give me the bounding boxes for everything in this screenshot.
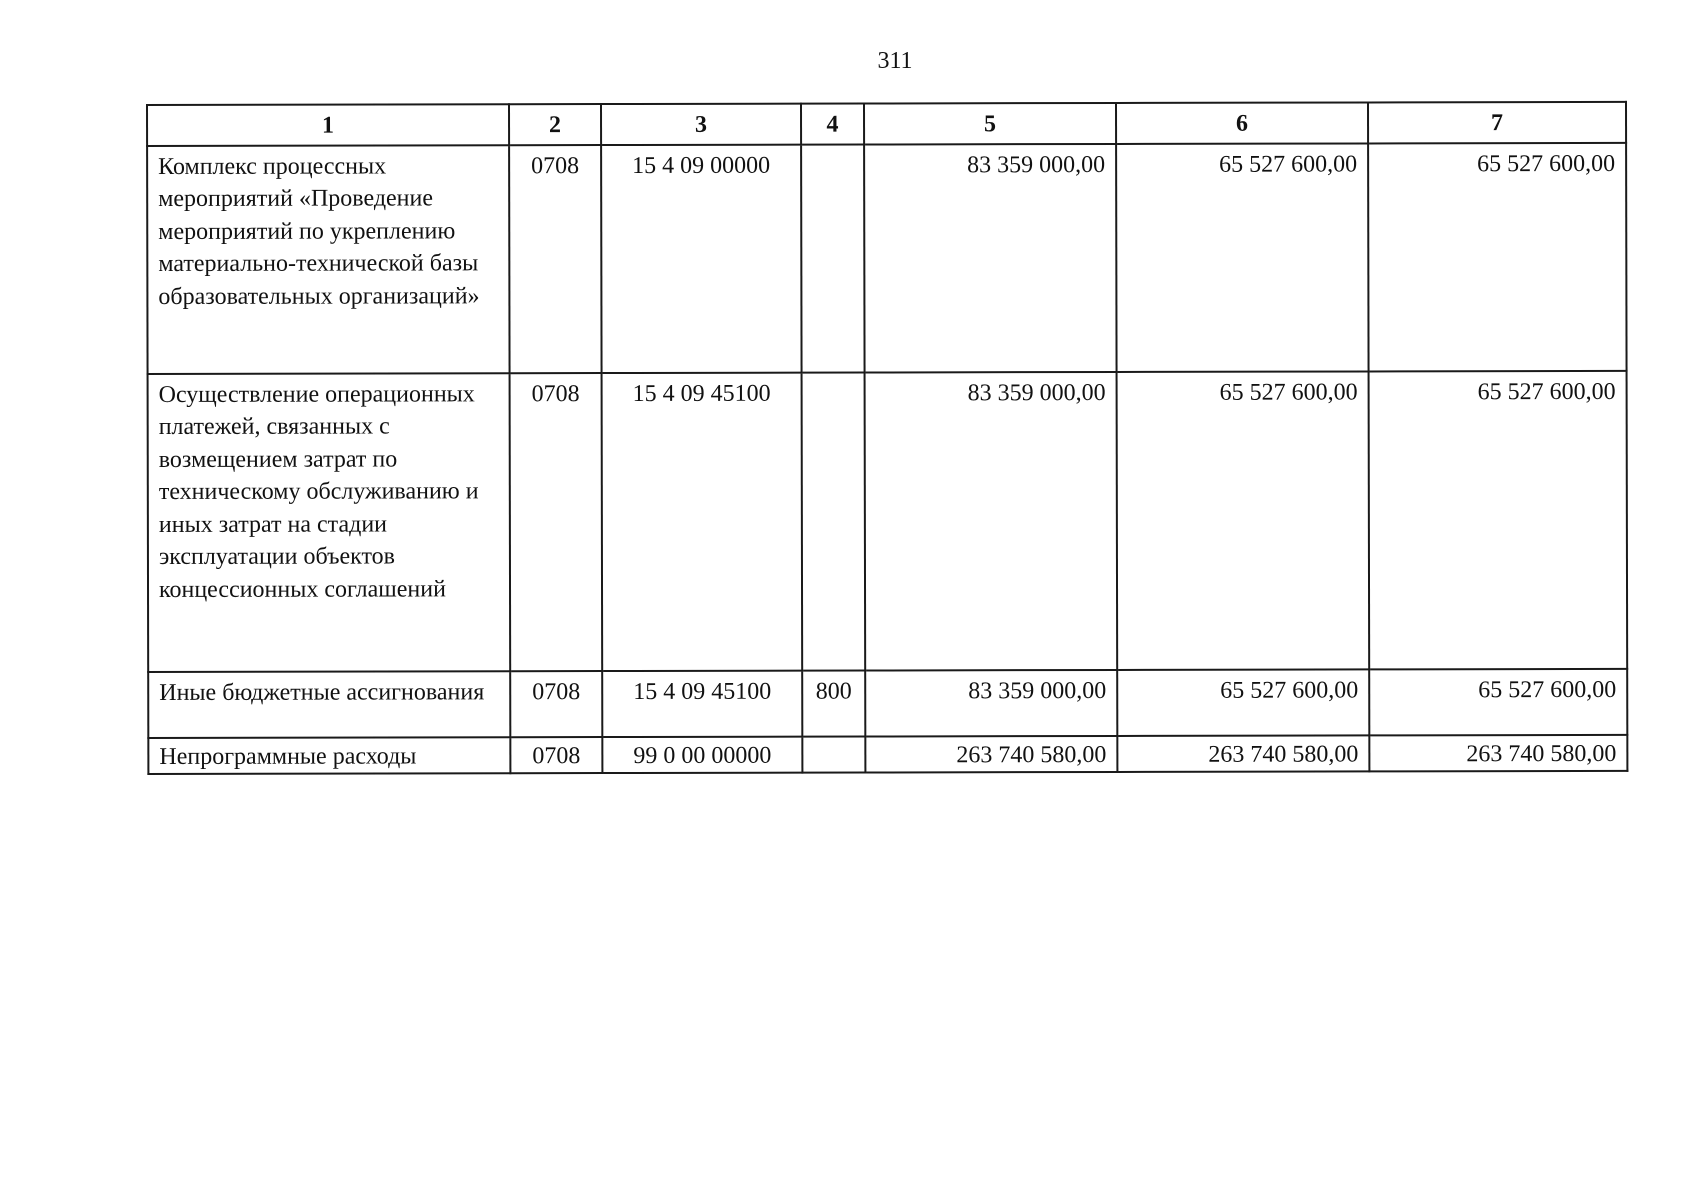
row-amount-2: 65 527 600,00	[1116, 143, 1368, 372]
table-row	[148, 668, 1627, 737]
row-target-article: 99 0 00 00000	[602, 736, 802, 773]
row-amount-3: 65 527 600,00	[1369, 668, 1627, 735]
row-expense-type: 800	[802, 670, 865, 736]
page-number: 311	[877, 48, 913, 74]
header-cell-5: 5	[864, 103, 1116, 144]
table-row	[148, 734, 1627, 774]
table-row	[148, 370, 1628, 671]
row-name: Непрограммные расходы	[148, 737, 510, 774]
row-section-code: 0708	[510, 737, 602, 774]
row-amount-3: 263 740 580,00	[1369, 734, 1627, 771]
row-amount-2: 65 527 600,00	[1117, 669, 1369, 736]
row-section-code: 0708	[510, 671, 602, 737]
header-cell-1: 1	[147, 104, 509, 145]
header-cell-6: 6	[1116, 102, 1368, 143]
row-name: Комплекс процессных мероприятий «Проведение мероприятий по укреплению материально-технической базы образовательных организаций»	[147, 145, 509, 374]
row-amount-1: 263 740 580,00	[865, 735, 1117, 772]
header-cell-7: 7	[1368, 102, 1626, 143]
row-target-article: 15 4 09 45100	[602, 670, 802, 736]
row-name: Иные бюджетные ассигнования	[148, 671, 510, 738]
budget-table	[146, 101, 1628, 775]
row-amount-3: 65 527 600,00	[1369, 370, 1628, 669]
header-cell-4: 4	[801, 103, 864, 144]
row-target-article: 15 4 09 45100	[602, 372, 803, 670]
row-target-article: 15 4 09 00000	[601, 144, 801, 372]
header-cell-2: 2	[509, 104, 601, 145]
row-section-code: 0708	[510, 373, 603, 671]
header-cell-3: 3	[601, 104, 801, 145]
row-expense-type	[801, 144, 864, 372]
row-amount-1: 83 359 000,00	[865, 371, 1118, 670]
row-amount-2: 263 740 580,00	[1117, 735, 1369, 772]
row-amount-2: 65 527 600,00	[1117, 371, 1370, 670]
table-row	[147, 142, 1626, 373]
row-section-code: 0708	[509, 145, 601, 373]
row-amount-1: 83 359 000,00	[865, 669, 1117, 736]
row-amount-3: 65 527 600,00	[1368, 142, 1626, 371]
row-amount-1: 83 359 000,00	[864, 143, 1116, 372]
row-name: Осуществление операционных платежей, связанных с возмещением затрат по техническому обслуживанию и иных затрат на стадии эксплуатации объектов концессионных соглашений	[148, 373, 511, 672]
row-expense-type	[802, 736, 865, 773]
header-row	[147, 102, 1626, 146]
row-expense-type	[802, 372, 866, 670]
